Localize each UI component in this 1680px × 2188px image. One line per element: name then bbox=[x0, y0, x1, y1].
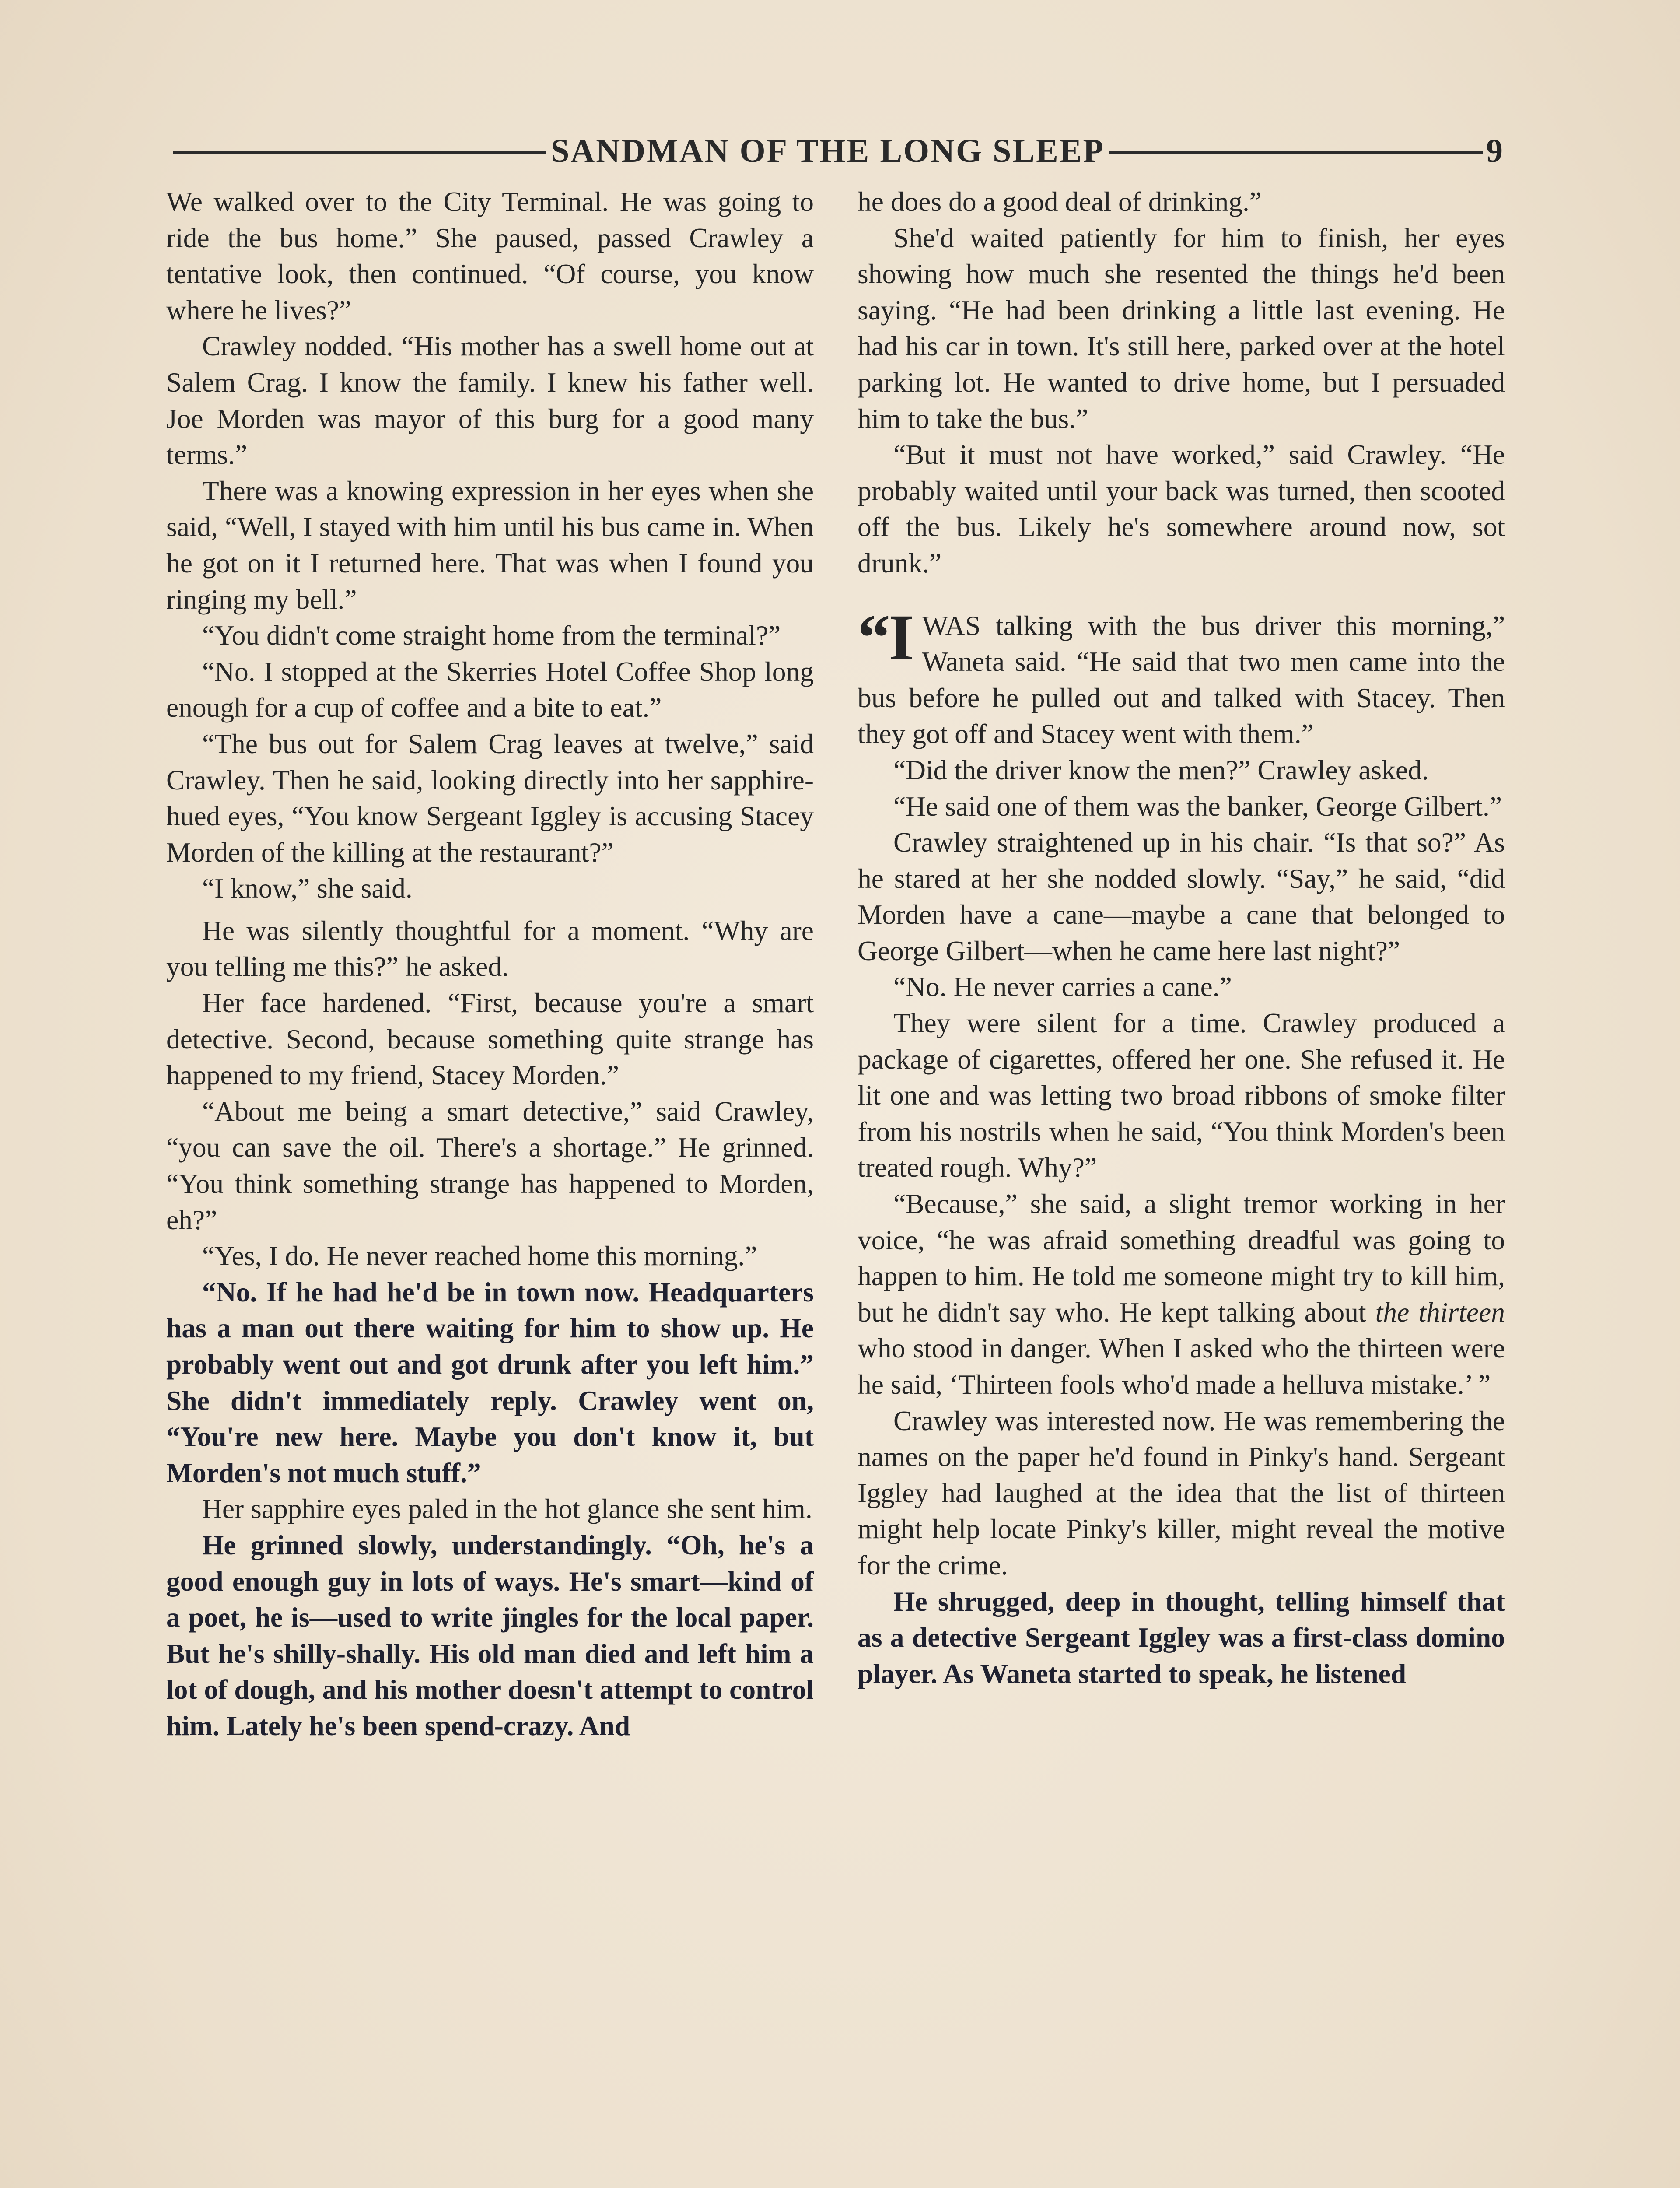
paragraph: “Did the driver know the men?” Crawley asked. bbox=[893, 754, 1429, 785]
running-header bbox=[173, 125, 1503, 177]
section-start-paragraph bbox=[858, 601, 1505, 752]
drop-cap: “I bbox=[858, 601, 913, 674]
paragraph: “No. I stopped at the Skerries Hotel Coffee Shop long enough for a cup of coffee and a bite to eat.” bbox=[166, 656, 814, 723]
paragraph: He was silently thoughtful for a moment. “Why are you telling me this?” he asked. bbox=[166, 915, 814, 982]
right-column bbox=[858, 184, 1505, 2188]
paragraph: “The bus out for Salem Crag leaves at twelve,” said Crawley. Then he said, looking directly into her sapphire-hued eyes, “You know Sergeant Iggley is accusing Stacey Morden of the killing at the restaurant?” bbox=[166, 728, 814, 868]
paragraph bbox=[858, 1186, 1505, 1403]
paragraph: They were silent for a time. Crawley produced a package of cigarettes, offered her one. She refused it. He lit one and was letting two broad ribbons of smoke filter from his nostrils when he said, “You think Morden's been treated rough. Why?” bbox=[858, 1007, 1505, 1183]
paragraph: “You didn't come straight home from the terminal?” bbox=[202, 620, 781, 651]
paragraph: Crawley was interested now. He was remembering the names on the paper he'd found in Pinky's hand. Sergeant Iggley had laughed at the idea that the list of thirteen might help locate Pinky's killer, might reveal the motive for the crime. bbox=[858, 1405, 1505, 1581]
paragraph: “About me being a smart detective,” said Crawley, “you can save the oil. There's a shortage.” He grinned. “You think something strange has happened to Morden, eh?” bbox=[166, 1095, 814, 1235]
paragraph: Crawley nodded. “His mother has a swell home out at Salem Crag. I know the family. I knew his father well. Joe Morden was mayor of this burg for a good many terms.” bbox=[166, 330, 814, 470]
left-column bbox=[166, 184, 814, 2188]
paragraph: He grinned slowly, understandingly. “Oh, he's a good enough guy in lots of ways. He's smart—kind of a poet, he is—used to write jingles for the local paper. But he's shilly-shally. His old man died and left him a lot of dough, and his mother doesn't attempt to control him. Lately he's been spend-crazy. And bbox=[166, 1529, 814, 1741]
paragraph: “Yes, I do. He never reached home this morning.” bbox=[202, 1240, 757, 1272]
paragraph: He shrugged, deep in thought, telling himself that as a detective Sergeant Iggley was a first-class domino player. As Waneta started to speak, he listened bbox=[858, 1585, 1505, 1689]
header-rule-right bbox=[1109, 151, 1483, 154]
paragraph: “He said one of them was the banker, George Gilbert.” bbox=[893, 790, 1502, 822]
paragraph: She'd waited patiently for him to finish, her eyes showing how much she resented the things he'd been saying. “He had been drinking a little last evening. He had his car in town. It's still here, parked over at the hotel parking lot. He wanted to drive home, but I persuaded him to take the bus.” bbox=[858, 222, 1505, 434]
paragraph: There was a knowing expression in her eyes when she said, “Well, I stayed with him until his bus came in. When he got on it I returned here. That was when I found you ringing my bell.” bbox=[166, 475, 814, 615]
paragraph: “I know,” she said. bbox=[202, 873, 413, 904]
emphasis-text: the thirteen bbox=[1375, 1296, 1505, 1328]
paragraph: Her face hardened. “First, because you're a smart detective. Second, because something quite strange has happened to my friend, Stacey Morden.” bbox=[166, 987, 814, 1091]
paragraph: he does do a good deal of drinking.” bbox=[858, 186, 1262, 217]
paragraph: Her sapphire eyes paled in the hot glance she sent him. bbox=[202, 1493, 812, 1525]
page-title: SANDMAN OF THE LONG SLEEP bbox=[551, 132, 1105, 169]
header-rule-left bbox=[173, 151, 546, 154]
paragraph-text: “Because,” she said, a slight tremor working in her voice, “he was afraid something dreadful was going to happen to him. He told me someone might try to kill him, but he didn't say who. He kept talking about bbox=[858, 1188, 1505, 1328]
section-start-text: WAS talking with the bus driver this morning,” Waneta said. “He said that two men came into the bus before he pulled out and talked with Stacey. Then they got off and Stacey went with them.” bbox=[858, 610, 1505, 750]
paragraph: “But it must not have worked,” said Crawley. “He probably waited until your back was turned, then scooted off the bus. Likely he's somewhere around now, sot drunk.” bbox=[858, 439, 1505, 579]
paragraph: We walked over to the City Terminal. He was going to ride the bus home.” She paused, passed Crawley a tentative look, then continued. “Of course, you know where he lives?” bbox=[166, 186, 814, 326]
paragraph-text: who stood in danger. When I asked who the thirteen were he said, ‘Thirteen fools who'd made a helluva mistake.’ ” bbox=[858, 1332, 1505, 1400]
paragraph: Crawley straightened up in his chair. “Is that so?” As he stared at her she nodded slowly. “Say,” he said, “did Morden have a cane—maybe a cane that belonged to George Gilbert—when he came here last night?” bbox=[858, 827, 1505, 966]
page-number: 9 bbox=[1486, 132, 1503, 169]
paragraph: “No. He never carries a cane.” bbox=[893, 971, 1232, 1003]
paragraph: “No. If he had he'd be in town now. Headquarters has a man out there waiting for him to show up. He probably went out and got drunk after you left him.” She didn't immediately reply. Crawley went on, “You're new here. Maybe you don't know it, but Morden's not much stuff.” bbox=[166, 1276, 814, 1488]
